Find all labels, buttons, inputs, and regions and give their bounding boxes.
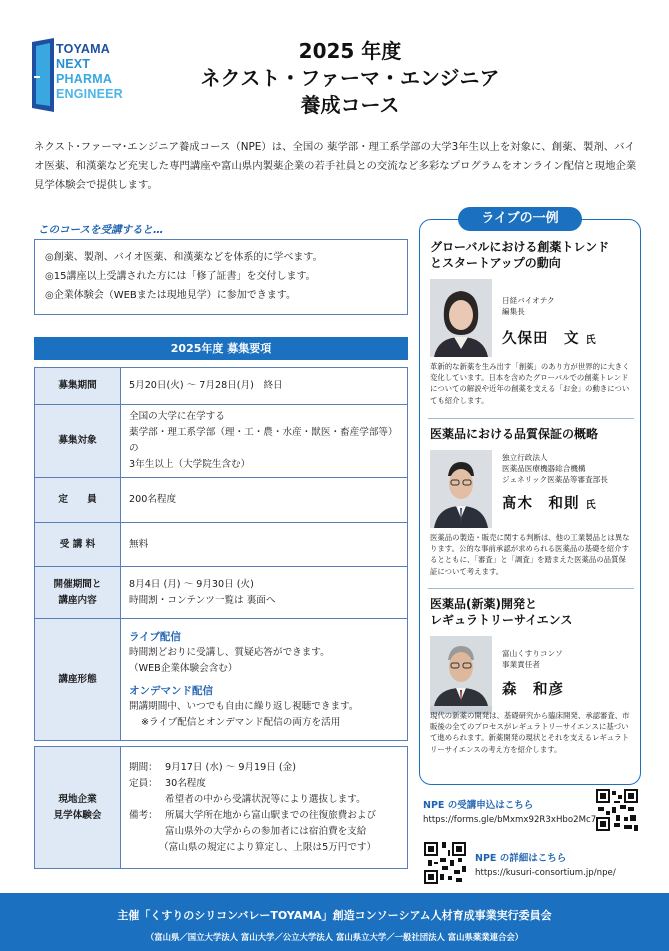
npe-apply-heading: NPE の受講申込はこちら: [423, 800, 534, 811]
talk-title-line: レギュラトリーサイエンス: [430, 613, 573, 627]
format-value: [121, 619, 408, 741]
qr-code-icon[interactable]: [424, 842, 466, 884]
person-photo-icon: [430, 636, 492, 706]
site-note-row: [129, 808, 399, 824]
schedule-dates: 8月4日 (月) ～ 9月30日 (火): [129, 578, 254, 590]
affiliation-line: ジェネリック医薬品等審査部長: [502, 475, 608, 484]
site-note-line: 富山県外の大学からの参加者には宿泊費を支給: [165, 825, 367, 837]
capacity-value: 200名程度: [121, 478, 408, 523]
speaker-photo: [430, 450, 492, 528]
site-capacity-value: 30名程度: [165, 777, 206, 789]
footer-organizer: 主催「くすりのシリコンバレーTOYAMA」創造コンソーシアム人材育成事業実行委員会: [117, 909, 552, 922]
footer: [0, 893, 669, 951]
logo-line-4: ENGINEER: [56, 87, 123, 101]
live-delivery-note: （WEB企業体験会含む）: [129, 662, 238, 674]
affiliation-line: 日経バイオテク: [502, 296, 555, 305]
speaker-name-text: 髙木 和則: [502, 496, 580, 512]
speaker-affiliation: [502, 295, 555, 317]
logo-line-3: PHARMA: [56, 72, 113, 86]
site-visit-label-line: 見学体験会: [53, 809, 102, 821]
speaker-card: [430, 596, 630, 754]
table-row: [35, 747, 408, 869]
schedule-value: [121, 567, 408, 619]
period-value: 5月20日(火) ～ 7月28日(月) 終日: [121, 368, 408, 405]
speaker-name-text: 久保田 文: [502, 331, 580, 347]
affiliation-line: 独立行政法人: [502, 453, 548, 462]
ondemand-desc: 開講期間中、いつでも自由に繰り返し視聴できます。: [129, 700, 359, 712]
schedule-label-line: 開催期間と: [53, 578, 102, 590]
format-note: ※ライブ配信とオンデマンド配信の両方を活用: [141, 716, 341, 728]
npe-detail-link[interactable]: https://kusuri-consortium.jp/npe/: [475, 868, 616, 878]
speaker-name: [502, 327, 597, 348]
site-visit-label-line: 現地企業: [58, 793, 97, 805]
table-row: [35, 368, 408, 405]
speaker-talk-title: [430, 426, 630, 442]
affiliation-line: 富山くすりコンソ: [502, 649, 563, 658]
benefit-item: ◎創薬、製剤、バイオ医薬、和漢薬などを体系的に学べます。: [45, 252, 323, 263]
talk-title-line: 医薬品における品質保証の概略: [430, 427, 599, 441]
target-line: 全国の大学に在学する: [129, 411, 225, 422]
live-delivery-desc: 時間割どおりに受講し、質疑応答ができます。: [129, 646, 330, 658]
recruit-table: [34, 367, 408, 741]
site-note-value: 所属大学所在地から富山駅までの往復旅費および: [165, 809, 377, 821]
benefits-box: [34, 239, 408, 315]
speaker-description: 現代の新薬の開発は、基礎研究から臨床開発、承認審査、市販後の全てのプロセスがレギュラトリーサイエンスに基づいて進められます。新薬開発の現状とそれを支えるレギュラトリーサイエンスの考え方を紹介します。: [430, 711, 630, 754]
logo: [28, 36, 148, 124]
target-line: 3年生以上（大学院生含む）: [129, 459, 251, 470]
logo-line-1: TOYAMA: [56, 42, 110, 56]
format-label: 講座形態: [35, 619, 121, 741]
intro-paragraph: ネクスト･ファーマ･エンジニア養成コース（NPE）は、全国の 薬学部・理工系学部の大学3年生以上を対象に、創薬、製剤、バイオ医薬、和漢薬など充実した専門講座や富山県内製薬企業の若手社員との交流など多彩なプログラムをオンライン配信と現地企業見学体験会で提供します。: [34, 141, 637, 191]
affiliation-line: 事業責任者: [502, 660, 540, 669]
talk-title-line: 医薬品(新薬)開発と: [430, 597, 537, 611]
affiliation-line: 編集長: [502, 307, 525, 316]
speaker-name-text: 森 和彦: [502, 682, 564, 698]
site-capacity-sub: 希望者の中から受講状況等により選抜します。: [165, 793, 366, 805]
speaker-name: [502, 492, 597, 513]
person-photo-icon: [430, 450, 492, 528]
speaker-card: [430, 426, 630, 576]
title-course-name: ネクスト・ファーマ・エンジニア: [200, 66, 500, 90]
schedule-label-line: 講座内容: [58, 594, 97, 606]
site-note-line: （富山県の規定により算定し、上限は5万円です）: [159, 841, 377, 853]
qr-code-icon[interactable]: [596, 789, 638, 831]
schedule-contents-link: 時間割・コンテンツ一覧は 裏面へ: [129, 594, 276, 606]
speaker-honorific: 氏: [585, 500, 597, 511]
speaker-affiliation: [502, 648, 563, 670]
ondemand-label: オンデマンド配信: [129, 684, 213, 697]
npe-apply-link[interactable]: https://forms.gle/bMxmx92R3xHbo2Mc7: [423, 815, 597, 825]
benefits-heading: このコースを受講すると…: [38, 224, 164, 236]
speaker-description: 医薬品の製造・販売に関する判断は、他の工業製品とは異なります。公的な事前承認が求められる医薬品の基礎を紹介するとともに、「審査」と「調査」を踏まえた医薬品の品質保証について考えます。: [430, 533, 630, 576]
speaker-description: 革新的な新薬を生み出す「創薬」のあり方が世界的に大きく変化しています。日本を含めたグローバルでの創薬トレンドについての解説や近年の創薬を支える「お金」の動きについても紹介します。: [430, 362, 630, 405]
logo-text: [56, 42, 123, 102]
affiliation-line: 医薬品医療機器総合機構: [502, 464, 586, 473]
person-photo-icon: [430, 279, 492, 357]
table-row: [35, 567, 408, 619]
recruit-heading: 2025年度 募集要項: [34, 337, 408, 360]
table-row: [35, 619, 408, 741]
speaker-photo: [430, 636, 492, 714]
npe-apply-block: [423, 797, 596, 825]
speaker-talk-title: [430, 596, 630, 628]
fee-value: 無料: [121, 523, 408, 567]
site-note-key: 備考：: [129, 809, 158, 821]
speaker-card: [430, 239, 630, 405]
speaker-honorific: 氏: [585, 335, 597, 346]
target-label: 募集対象: [35, 405, 121, 478]
logo-line-2: NEXT: [56, 57, 91, 71]
speaker-divider: [428, 418, 634, 419]
talk-title-line: グローバルにおける創薬トレンド: [430, 240, 610, 254]
site-visit-value: [121, 747, 408, 869]
talk-title-line: とスタートアップの動向: [430, 256, 561, 270]
target-line: 薬学部・理工系学部（理・工・農・水産・獣医・畜産学部等）の: [129, 427, 398, 454]
benefit-item: ◎企業体験会（WEBまたは現地見学）に参加できます。: [45, 290, 296, 301]
benefit-item: ◎15講座以上受講された方には「修了証書」を交付します。: [45, 271, 316, 282]
speaker-name: [502, 678, 564, 699]
speaker-talk-title: [430, 239, 630, 271]
site-capacity-key: 定員：: [129, 777, 158, 789]
table-row: [35, 405, 408, 478]
site-period-row: [129, 760, 399, 776]
capacity-label: 定 員: [35, 478, 121, 523]
site-capacity-row: [129, 776, 399, 792]
title-year: 2025 年度: [298, 39, 402, 63]
period-label: 募集期間: [35, 368, 121, 405]
title-course-suffix: 養成コース: [300, 93, 400, 117]
footer-members: （富山県／国立大学法人 富山大学／公立大学法人 富山県立大学／一般社団法人 富山県薬業連合会）: [145, 932, 524, 942]
fee-label: 受 講 料: [35, 523, 121, 567]
table-row: [35, 478, 408, 523]
page-title: [150, 38, 550, 119]
site-period-key: 期間：: [129, 761, 158, 773]
site-visit-table: [34, 746, 408, 869]
table-row: [35, 523, 408, 567]
schedule-label: [35, 567, 121, 619]
speaker-affiliation: [502, 452, 608, 485]
speaker-divider: [428, 588, 634, 589]
npe-detail-heading: NPE の詳細はこちら: [475, 853, 567, 864]
door-logo-icon: [28, 36, 58, 114]
npe-detail-block: [475, 850, 616, 878]
target-value: [121, 405, 408, 478]
live-delivery-label: ライブ配信: [129, 630, 181, 643]
live-examples-heading: ライブの一例: [458, 207, 582, 231]
site-period-value: 9月17日 (水) ～ 9月19日 (金): [165, 761, 296, 773]
site-visit-label: [35, 747, 121, 869]
speaker-photo: [430, 279, 492, 357]
